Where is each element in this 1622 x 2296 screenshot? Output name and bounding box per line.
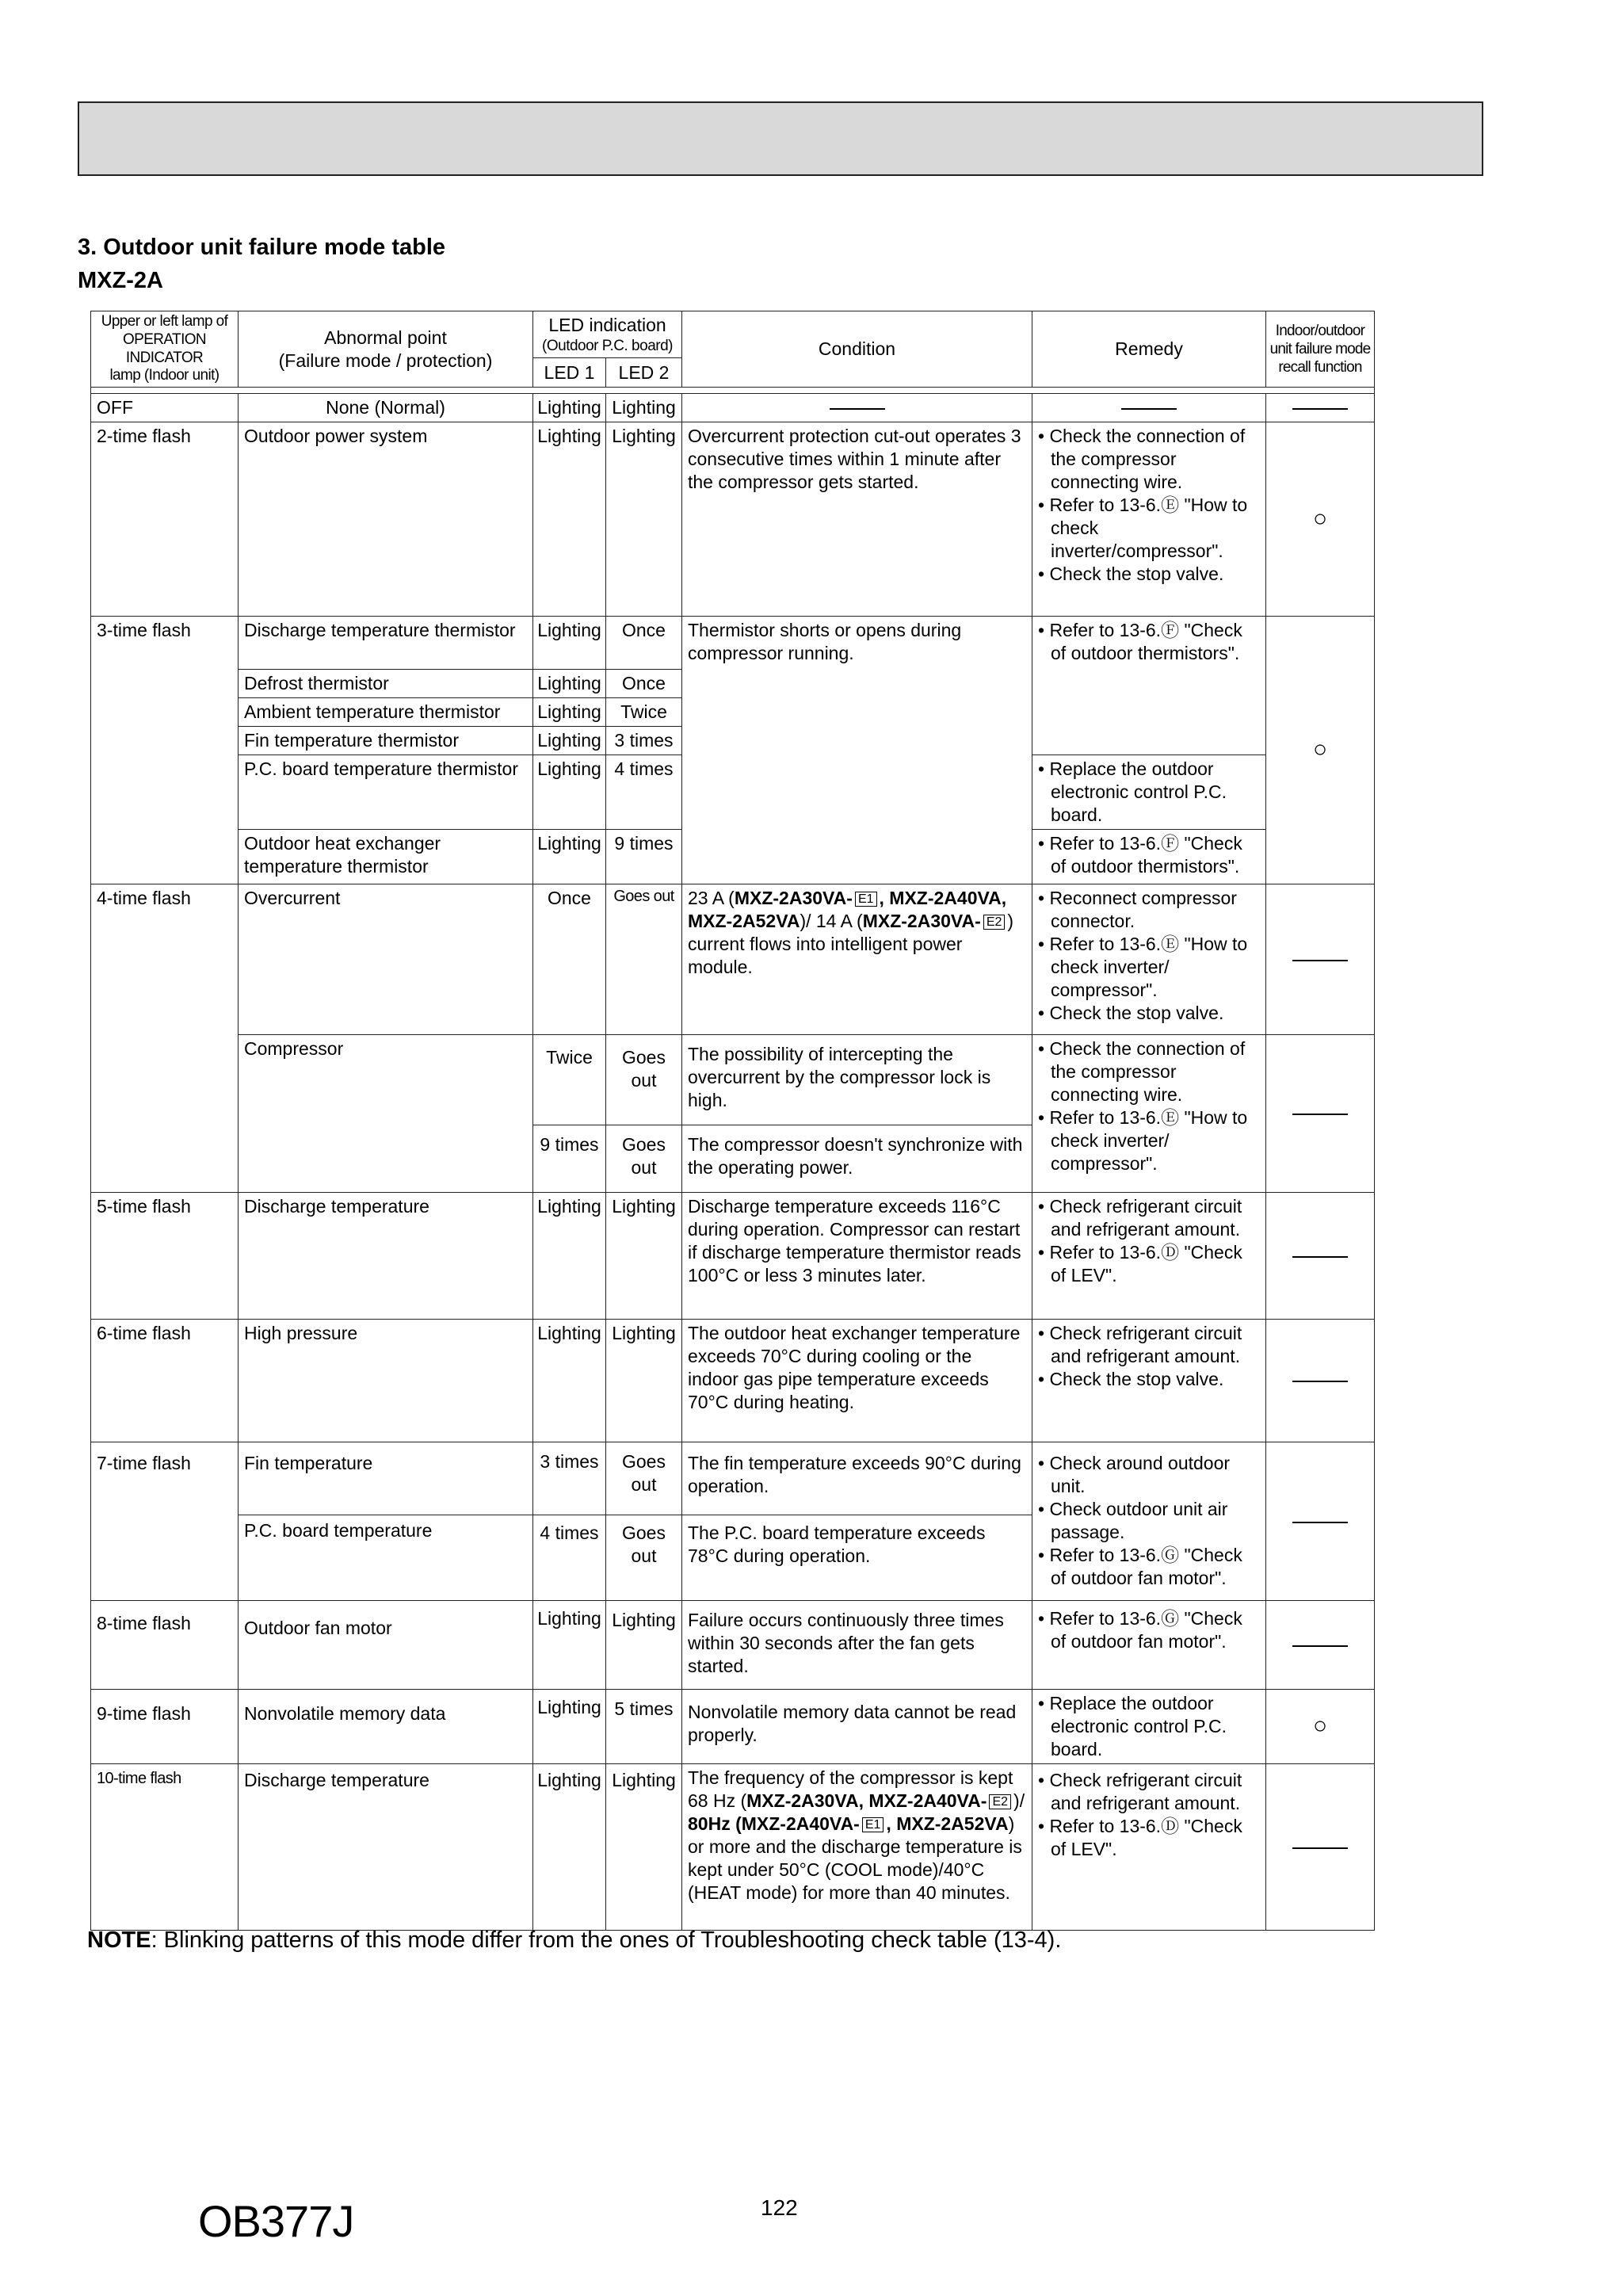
table-row-7-time-flash: P.C. board temperature 4 times Goes out The P.C. board temperature exceeds 78°C during operation. [91, 1515, 1375, 1600]
table-row-3-time-flash: Defrost thermistor Lighting Once [91, 670, 1375, 698]
header-abnormal-point: Abnormal point (Failure mode / protection) [239, 311, 533, 388]
dash [1292, 960, 1348, 961]
recall-circle-icon: ○ [1312, 736, 1328, 763]
dash [1292, 1522, 1348, 1523]
dash [1292, 1381, 1348, 1382]
dash [1121, 408, 1177, 410]
recall-circle-icon: ○ [1312, 1712, 1328, 1739]
table-row-off: OFF None (Normal) Lighting Lighting [91, 394, 1375, 422]
header-led2: LED 2 [606, 358, 682, 388]
dash [1292, 1256, 1348, 1258]
table-row-5-time-flash: 5-time flash Discharge temperature Lighting Lighting Discharge temperature exceeds 116°C during operation. Compressor can restart if discharge temperature thermistor reads 100°C or less 3 minutes later. • Check refrigerant circuit and refrigerant amount. • Refer to 13-6.Ⓓ "Check of LEV". [91, 1192, 1375, 1319]
header-lamp: Upper or left lamp of OPERATION INDICATOR lamp (Indoor unit) [91, 311, 239, 388]
model-suffix-box: E2 [989, 1794, 1011, 1809]
header-condition: Condition [682, 311, 1032, 388]
table-row-6-time-flash: 6-time flash High pressure Lighting Lighting The outdoor heat exchanger temperature exceeds 70°C during cooling or the indoor gas pipe temperature exceeds 70°C during heating. • Check refrigerant circuit and refrigerant amount. • Check the stop valve. [91, 1319, 1375, 1442]
table-row-10-time-flash: 10-time flash Discharge temperature Lighting Lighting The frequency of the compressor is kept 68 Hz (MXZ-2A30VA, MXZ-2A40VA- E2 )/ 80Hz (MXZ-2A40VA- E1 , MXZ-2A52VA) or more and the discharge temperature is kept under 50°C (COOL mode)/40°C (HEAT mode) for more than 40 minutes. • Check refrigerant circuit and refrigerant amount. • Refer to 13-6.Ⓓ "Check of LEV". [91, 1763, 1375, 1930]
table-row-2-time-flash: 2-time flash Outdoor power system Lighting Lighting Overcurrent protection cut-out operates 3 consecutive times within 1 minute after the compressor gets started. • Check the connection of the compressor connecting wire. • Refer to 13-6.Ⓔ "How to check inverter/compressor". • Check the stop valve. ○ [91, 422, 1375, 617]
model-suffix-box: E1 [855, 892, 877, 907]
table-row-3-time-flash: Ambient temperature thermistor Lighting Twice [91, 698, 1375, 727]
model-title: MXZ-2A [78, 268, 163, 293]
table-row-7-time-flash: 7-time flash Fin temperature 3 times Goes out The fin temperature exceeds 90°C during operation. • Check around outdoor unit. • Check outdoor unit air passage. • Refer to 13-6.Ⓖ "Check of outdoor fan motor". [91, 1442, 1375, 1515]
table-row-9-time-flash: 9-time flash Nonvolatile memory data Lighting 5 times Nonvolatile memory data cannot be read properly. • Replace the outdoor electronic control P.C. board. ○ [91, 1689, 1375, 1763]
dash [1292, 1114, 1348, 1115]
table-row-3-time-flash: Outdoor heat exchanger temperature thermistor Lighting 9 times • Refer to 13-6.Ⓕ "Check of outdoor thermistors". [91, 829, 1375, 884]
table-row-4-time-flash: 4-time flash Overcurrent Once Goes out 23 A (MXZ-2A30VA- E1 , MXZ-2A40VA, MXZ-2A52VA)/ 14 A (MXZ-2A30VA- E2 ) current flows into intelligent power module. • Reconnect compressor connector. • Refer to 13-6.Ⓔ "How to check inverter/ compressor". • Check the stop valve. [91, 884, 1375, 1034]
table-row-4-time-flash: 9 times Goes out The compressor doesn't synchronize with the operating power. [91, 1125, 1375, 1192]
failure-mode-table [90, 311, 1375, 1931]
table-row-3-time-flash: Fin temperature thermistor Lighting 3 times [91, 727, 1375, 755]
header-recall: Indoor/outdoor unit failure mode recall function [1266, 311, 1375, 388]
doc-code: OB377J [198, 2196, 354, 2246]
header-led1: LED 1 [533, 358, 606, 388]
section-title: 3. Outdoor unit failure mode table [78, 235, 446, 260]
header-band [78, 101, 1483, 176]
dash [1292, 1847, 1348, 1849]
header-remedy: Remedy [1032, 311, 1266, 388]
dash [1292, 408, 1348, 410]
note [87, 1927, 1061, 1954]
note-text: : Blinking patterns of this mode differ from the ones of Troubleshooting check table (13-4). [151, 1927, 1062, 1953]
model-suffix-box: E2 [983, 915, 1006, 930]
dash [830, 408, 885, 410]
note-label: NOTE [87, 1927, 151, 1953]
table-row-3-time-flash: 3-time flash Discharge temperature thermistor Lighting Once Thermistor shorts or opens during compressor running. • Refer to 13-6.Ⓕ "Check of outdoor thermistors". ○ [91, 617, 1375, 670]
table-row-8-time-flash: 8-time flash Outdoor fan motor Lighting Lighting Failure occurs continuously three times within 30 seconds after the fan gets started. • Refer to 13-6.Ⓖ "Check of outdoor fan motor". [91, 1600, 1375, 1689]
page-number: 122 [761, 2195, 798, 2220]
table-row-4-time-flash: Compressor Twice Goes out The possibility of intercepting the overcurrent by the compressor lock is high. • Check the connection of the compressor connecting wire. • Refer to 13-6.Ⓔ "How to check inverter/ compressor". [91, 1034, 1375, 1125]
model-suffix-box: E1 [862, 1817, 884, 1832]
dash [1292, 1645, 1348, 1647]
table-row-3-time-flash: P.C. board temperature thermistor Lighting 4 times • Replace the outdoor electronic control P.C. board. [91, 755, 1375, 830]
header-led: LED indication (Outdoor P.C. board) [533, 311, 682, 358]
recall-circle-icon: ○ [1312, 505, 1328, 532]
